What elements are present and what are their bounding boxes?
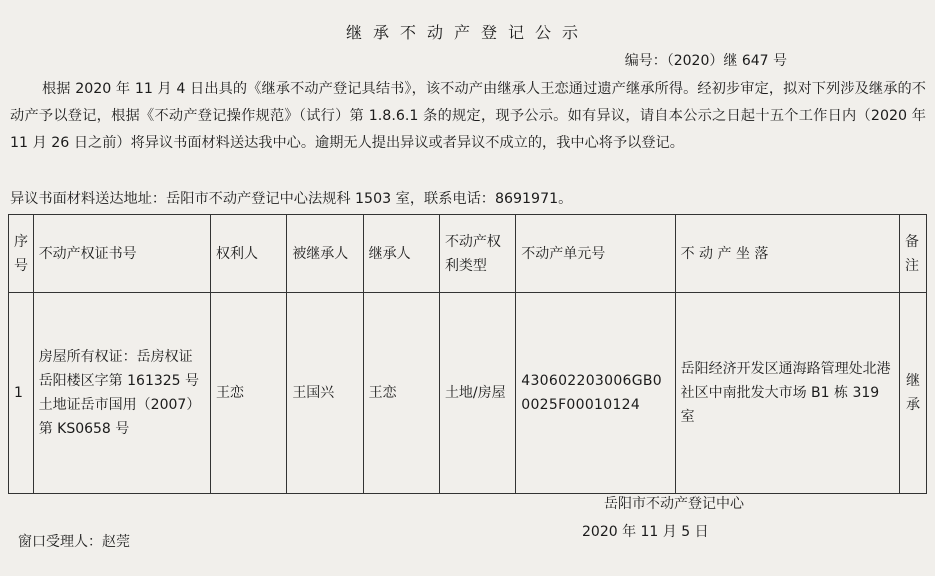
objection-address: 异议书面材料送达地址：岳阳市不动产登记中心法规科 1503 室，联系电话：8691971。 — [10, 191, 573, 207]
header-index: 序号 — [9, 215, 34, 293]
header-holder: 权利人 — [211, 215, 287, 293]
cell-heir: 王恋 — [363, 293, 439, 494]
cell-unit-no: 430602203006GB00025F00010124 — [516, 293, 675, 494]
cell-holder: 王恋 — [211, 293, 287, 494]
header-right-type: 不动产权利类型 — [439, 215, 515, 293]
document-number: 编号：（2020）继 647 号 — [624, 53, 787, 69]
header-unit-no: 不动产单元号 — [516, 215, 675, 293]
table-header-row — [9, 215, 927, 293]
header-location: 不 动 产 坐 落 — [675, 215, 899, 293]
issuing-organization: 岳阳市不动产登记中心 — [604, 496, 744, 512]
table-row — [9, 293, 927, 494]
cell-decedent: 王国兴 — [287, 293, 363, 494]
cell-right-type: 土地/房屋 — [439, 293, 515, 494]
issue-date: 2020 年 11 月 5 日 — [582, 524, 709, 540]
cell-index: 1 — [9, 293, 34, 494]
page-title: 继承不动产登记公示 — [345, 23, 589, 42]
cell-note: 继承 — [900, 293, 927, 494]
header-heir: 继承人 — [363, 215, 439, 293]
notice-body: 根据 2020 年 11 月 4 日出具的《继承不动产登记具结书》，该不动产由继承人王恋通过遗产继承所得。经初步审定，拟对下列涉及继承的不动产予以登记，根据《不动产登记操作规范》（试行）第 1.8.6.1 条的规定，现予公示。如有异议，请自本公示之日起十五个工作日内（2020 年 11 月 26 日之前）将异议书面材料送达我中心。逾期无人提出异议或者异议不成立的，我中心将予以登记。 — [10, 81, 926, 151]
cell-certificate: 房屋所有权证：岳房权证岳阳楼区字第 161325 号土地证岳市国用（2007）第 KS0658 号 — [33, 293, 210, 494]
header-decedent: 被继承人 — [287, 215, 363, 293]
header-note: 备注 — [900, 215, 927, 293]
property-table — [8, 214, 927, 494]
cell-location: 岳阳经济开发区通海路管理处北港社区中南批发大市场 B1 栋 319 室 — [675, 293, 899, 494]
header-certificate: 不动产权证书号 — [33, 215, 210, 293]
window-clerk: 窗口受理人：赵莞 — [18, 534, 130, 550]
